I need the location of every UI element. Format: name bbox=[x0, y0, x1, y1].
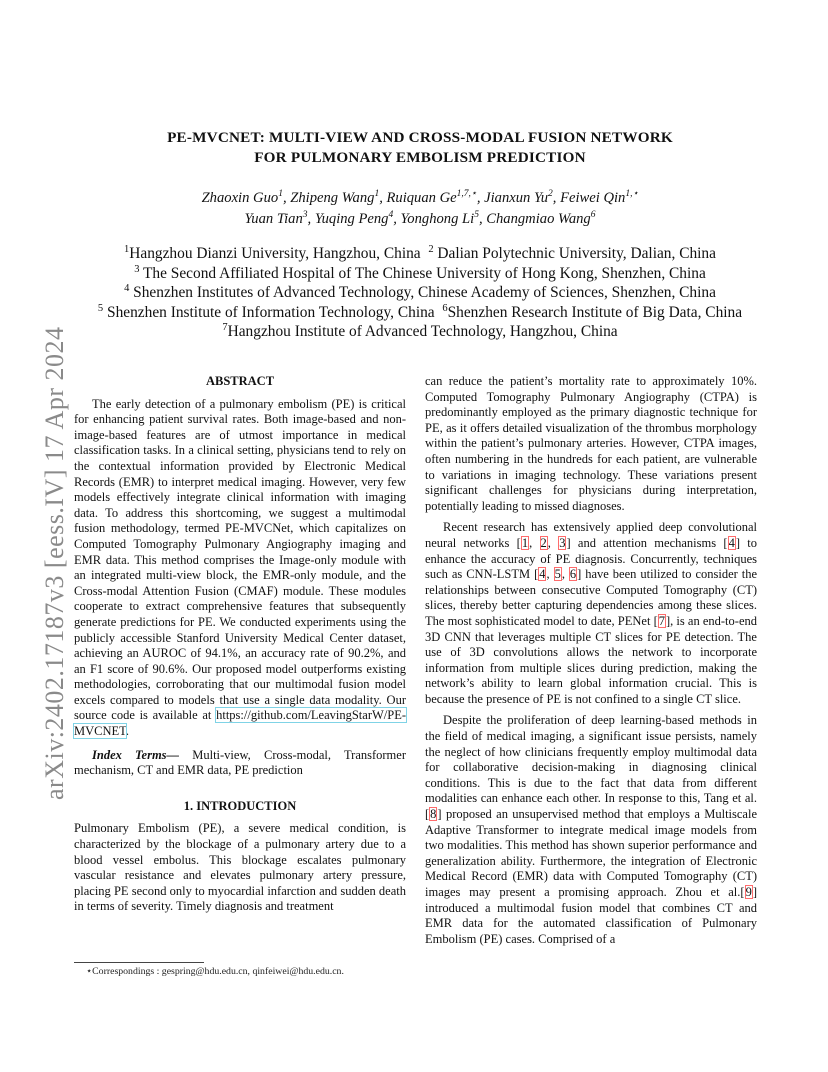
author-sup: 1,7,⋆ bbox=[456, 189, 477, 200]
para-text: and attention mechanisms bbox=[570, 535, 724, 550]
spacer bbox=[74, 740, 406, 748]
introduction-heading: 1. INTRODUCTION bbox=[183, 798, 297, 813]
abstract-end: . bbox=[125, 724, 129, 739]
title-line-1: PE-MVCNET: MULTI-VIEW AND CROSS-MODAL FUSION NETWORK bbox=[167, 129, 673, 146]
abstract-text: The early detection of a pulmonary embolism (PE) is critical for enhancing patient survival rates. Both image-based and non-image-based features are of utmost importance in medical classification tasks. In a clinical setting, physicians tend to rely on the contextual information provided by Electronic Medical Records (EMR) to interpret medical imaging. However, very few models effectively integrate clinical information with imaging data. To address this shortcoming, we suggest a multimodal fusion methodology, termed PE-MVCNet, which capitalizes on Computed Tomography Pulmonary Angiography imaging and EMR data. This method comprises the Image-only module with an integrated multi-view block, the EMR-only module, and the Cross-modal Attention Fusion (CMAF) module. These modules cooperate to extract comprehensive features that subsequently generate predictions for PE. We conducted experiments using the publicly accessible Stanford University Medical Center dataset, achieving an AUROC of 94.1%, an accuracy rate of 90.2%, and an F1 score of 90.6%. Our proposed model outperforms existing methodologies, corroborating that our multimodal fusion model excels compared to models that use a single data modality. Our source code is available at bbox=[74, 396, 406, 723]
para-text: Despite the proliferation of deep learning-based methods in the field of medical imaging, a significant issue persists, namely the neglect of how clinicians frequently employ multimodal data for collaborative decision-making in diagnosing clinical conditions. This is due to the fact that data from different modalities can enhance each other. In response to this, Tang et al. bbox=[425, 713, 757, 806]
index-terms-text: Multi-view, Cross-modal, Transformer mechanism, CT and EMR data, PE prediction bbox=[74, 747, 406, 778]
para-text: introduced a multimodal fusion model that combines CT and EMR data for the automated classification of Pulmonary Embolism (PE) cases. Comprised of a bbox=[425, 900, 757, 946]
author-name: Yonghong Li bbox=[400, 211, 475, 227]
affil-sup: 5 bbox=[97, 302, 104, 314]
affil-text: Shenzhen Institute of Information Technology, China bbox=[103, 303, 435, 321]
github-link[interactable]: https://github.com/LeavingStarW/PE-MVCNET bbox=[74, 708, 406, 739]
author-sup: 3 bbox=[302, 210, 308, 221]
author-sup: 6 bbox=[590, 210, 596, 221]
author-name: Yuqing Peng bbox=[314, 211, 389, 227]
citation-link[interactable]: 4 bbox=[539, 567, 546, 582]
author-name: Ruiquan Ge bbox=[386, 190, 457, 206]
title-line-2: FOR PULMONARY EMBOLISM PREDICTION bbox=[254, 149, 586, 166]
para-text: proposed an unsupervised method that employs a Multiscale Adaptive Transformer to integrate medical image models from two modalities. This method has shown superior performance and generalization ability. Furthermore, the integration of Electronic Medical Record (EMR) data with Computed Tomography (CT) images may present a promising approach. Zhou et al. bbox=[425, 807, 757, 899]
author-name: Yuan Tian bbox=[244, 211, 303, 227]
author-name: Jianxun Yu bbox=[484, 190, 549, 206]
affil-text: Shenzhen Institutes of Advanced Technology, Chinese Academy of Sciences, Shenzhen, China bbox=[129, 284, 716, 301]
abstract-heading: ABSTRACT bbox=[205, 374, 275, 388]
spacer bbox=[74, 779, 406, 799]
author-sup: 4 bbox=[388, 210, 394, 221]
author-sup: 1,⋆ bbox=[625, 189, 639, 200]
affil-text: Dalian Polytechnic University, Dalian, China bbox=[433, 245, 716, 262]
affiliation-line-2 bbox=[60, 264, 780, 284]
arxiv-stamp: arXiv:2402.17187v3 [eess.IV] 17 Apr 2024 bbox=[40, 326, 69, 800]
intro-paragraph-1: Pulmonary Embolism (PE), a severe medical condition, is characterized by the blockage of a pulmonary artery due to a blood vessel embolus. This blockage escalates pulmonary vascular resistance and elevates pulmonary artery pressure, placing PE second only to myocardial infarction and sudden death in terms of severity. Timely diagnosis and treatment bbox=[74, 821, 406, 914]
para-text: to enhance the accuracy of PE diagnosis. Concurrently, techniques such as CNN-LSTM bbox=[425, 535, 758, 582]
affil-text: Hangzhou Dianzi University, Hangzhou, China bbox=[129, 245, 421, 262]
citation-link[interactable]: 1 bbox=[521, 535, 529, 550]
affiliation-line-5 bbox=[60, 322, 780, 342]
author-list bbox=[80, 188, 760, 230]
affil-sup: 3 bbox=[134, 263, 140, 275]
affiliation-line-1 bbox=[60, 244, 780, 264]
arxiv-stamp-area bbox=[18, 280, 69, 800]
affil-text: Hangzhou Institute of Advanced Technology, Hangzhou, China bbox=[227, 323, 618, 340]
author-name: Zhaoxin Guo bbox=[201, 190, 279, 206]
right-column bbox=[425, 374, 757, 947]
author-name: Zhipeng Wang bbox=[290, 190, 375, 206]
author-sup: 1 bbox=[374, 189, 380, 200]
footnote: ⋆Correspondings : gespring@hdu.edu.cn, qinfeiwei@hdu.edu.cn. bbox=[86, 966, 344, 977]
index-terms-label: Index Terms— bbox=[92, 747, 180, 762]
intro-paragraph-cont: can reduce the patient’s mortality rate to approximately 10%. Computed Tomography Pulmonary Angiography (CTPA) is predominantly employed as the primary diagnostic technique for PE, as it offers detailed visualization of the thrombus morphology within the patient’s pulmonary arteries. However, CTPA images, often numbering in the hundreds for each patient, are vulnerable to variations in imaging technology. These variations present significant challenges for physicians during interpretation, potentially leading to missed diagnoses. bbox=[425, 374, 757, 513]
citation-link[interactable]: 6 bbox=[569, 567, 577, 582]
intro-paragraph-3: Despite the proliferation of deep learning-based methods in the field of medical imaging, a significant issue persists, namely the neglect of how clinicians frequently employ multimodal data for collaborative decision-making in diagnosing clinical conditions. This is due to the fact that data from different modalities can enhance each other. In response to this, Tang et al.[8] proposed an unsupervised method that employs a Multiscale Adaptive Transformer to integrate medical image models from two modalities. This method has shown superior performance and generalization ability. Furthermore, the integration of Electronic Medical Record (EMR) data with Computed Tomography (CT) images may present a promising approach. Zhou et al.[9] introduced a multimodal fusion model that combines CT and EMR data for the automated classification of Pulmonary Embolism (PE) cases. Comprised of a bbox=[425, 713, 757, 946]
paper-title bbox=[80, 128, 760, 168]
affiliation-line-4 bbox=[60, 303, 780, 323]
citation-link[interactable]: 2 bbox=[540, 535, 547, 550]
author-name: Feiwei Qin bbox=[560, 190, 626, 206]
citation-link[interactable]: 8 bbox=[430, 807, 437, 822]
affil-sup: 6 bbox=[442, 302, 448, 314]
author-sup: 5 bbox=[474, 210, 479, 221]
affil-text: Shenzhen Research Institute of Big Data, China bbox=[447, 303, 743, 321]
citation-link[interactable]: 5 bbox=[554, 567, 561, 582]
citation-link[interactable]: 3 bbox=[559, 535, 566, 550]
author-line-2: Yuan Tian$^3$, Yuqing Peng$^4$, Yonghong Li$^5$, Changmiao Wang$^6$ bbox=[244, 210, 596, 227]
para-text: , is an end-to-end 3D CNN that leverages multiple CT slices for PE detection. The use of 3D convolutions allows the network to incorporate information from multiple slices during prediction, making the network’s ability to learn global information crucial. This is because the presence of PE is not confined to a single CT slice. bbox=[425, 613, 757, 706]
footnote-rule bbox=[74, 962, 204, 963]
left-column bbox=[74, 374, 406, 915]
citation-link[interactable]: 7 bbox=[658, 613, 665, 628]
affiliation-line-3 bbox=[60, 283, 780, 303]
author-name: Changmiao Wang bbox=[486, 211, 591, 227]
affil-sup: 2 bbox=[428, 243, 434, 255]
para-text: Recent research has extensively applied deep convolutional neural networks bbox=[425, 520, 757, 550]
author-sup: 1 bbox=[278, 189, 283, 200]
para-text: have been utilized to consider the relationships between consecutive Computed Tomography (CT) slices, thereby better capturing dependencies among these slices. The most sophisticated model to date, PENet bbox=[425, 567, 758, 628]
affil-sup: 4 bbox=[124, 282, 130, 294]
author-sup: 2 bbox=[548, 189, 553, 200]
author-line-1: Zhaoxin Guo$^1$, Zhipeng Wang$^1$, Ruiquan $Ge^{1,7,⋆}$, Jianxun Yu$^2$, Feiwei Qin$^{1,⋆}$ bbox=[201, 189, 639, 206]
citation-link[interactable]: 9 bbox=[745, 885, 752, 899]
affil-text: The Second Affiliated Hospital of The Chinese University of Hong Kong, Shenzhen, China bbox=[139, 264, 706, 282]
affil-sup: 1 bbox=[124, 243, 130, 255]
affil-sup: 7 bbox=[222, 321, 228, 333]
citation-link[interactable]: 4 bbox=[728, 535, 735, 550]
index-terms bbox=[74, 748, 406, 779]
intro-paragraph-2: Recent research has extensively applied deep convolutional neural networks [1, 2, 3] and attention mechanisms [4] to enhance the accuracy of PE diagnosis. Concurrently, techniques such as CNN-LSTM [4, 5, 6] have been utilized to consider the relationships between consecutive Computed Tomography (CT) slices, thereby better capturing dependencies among these slices. The most sophisticated model to date, PENet [7], is an end-to-end 3D CNN that leverages multiple CT slices for PE detection. The use of 3D convolutions allows the network to incorporate information from multiple slices during prediction, making the network’s ability to learn global information crucial. This is because the presence of PE is not confined to a single CT slice. bbox=[425, 520, 758, 706]
abstract-body bbox=[74, 397, 406, 740]
affiliations bbox=[60, 244, 780, 342]
